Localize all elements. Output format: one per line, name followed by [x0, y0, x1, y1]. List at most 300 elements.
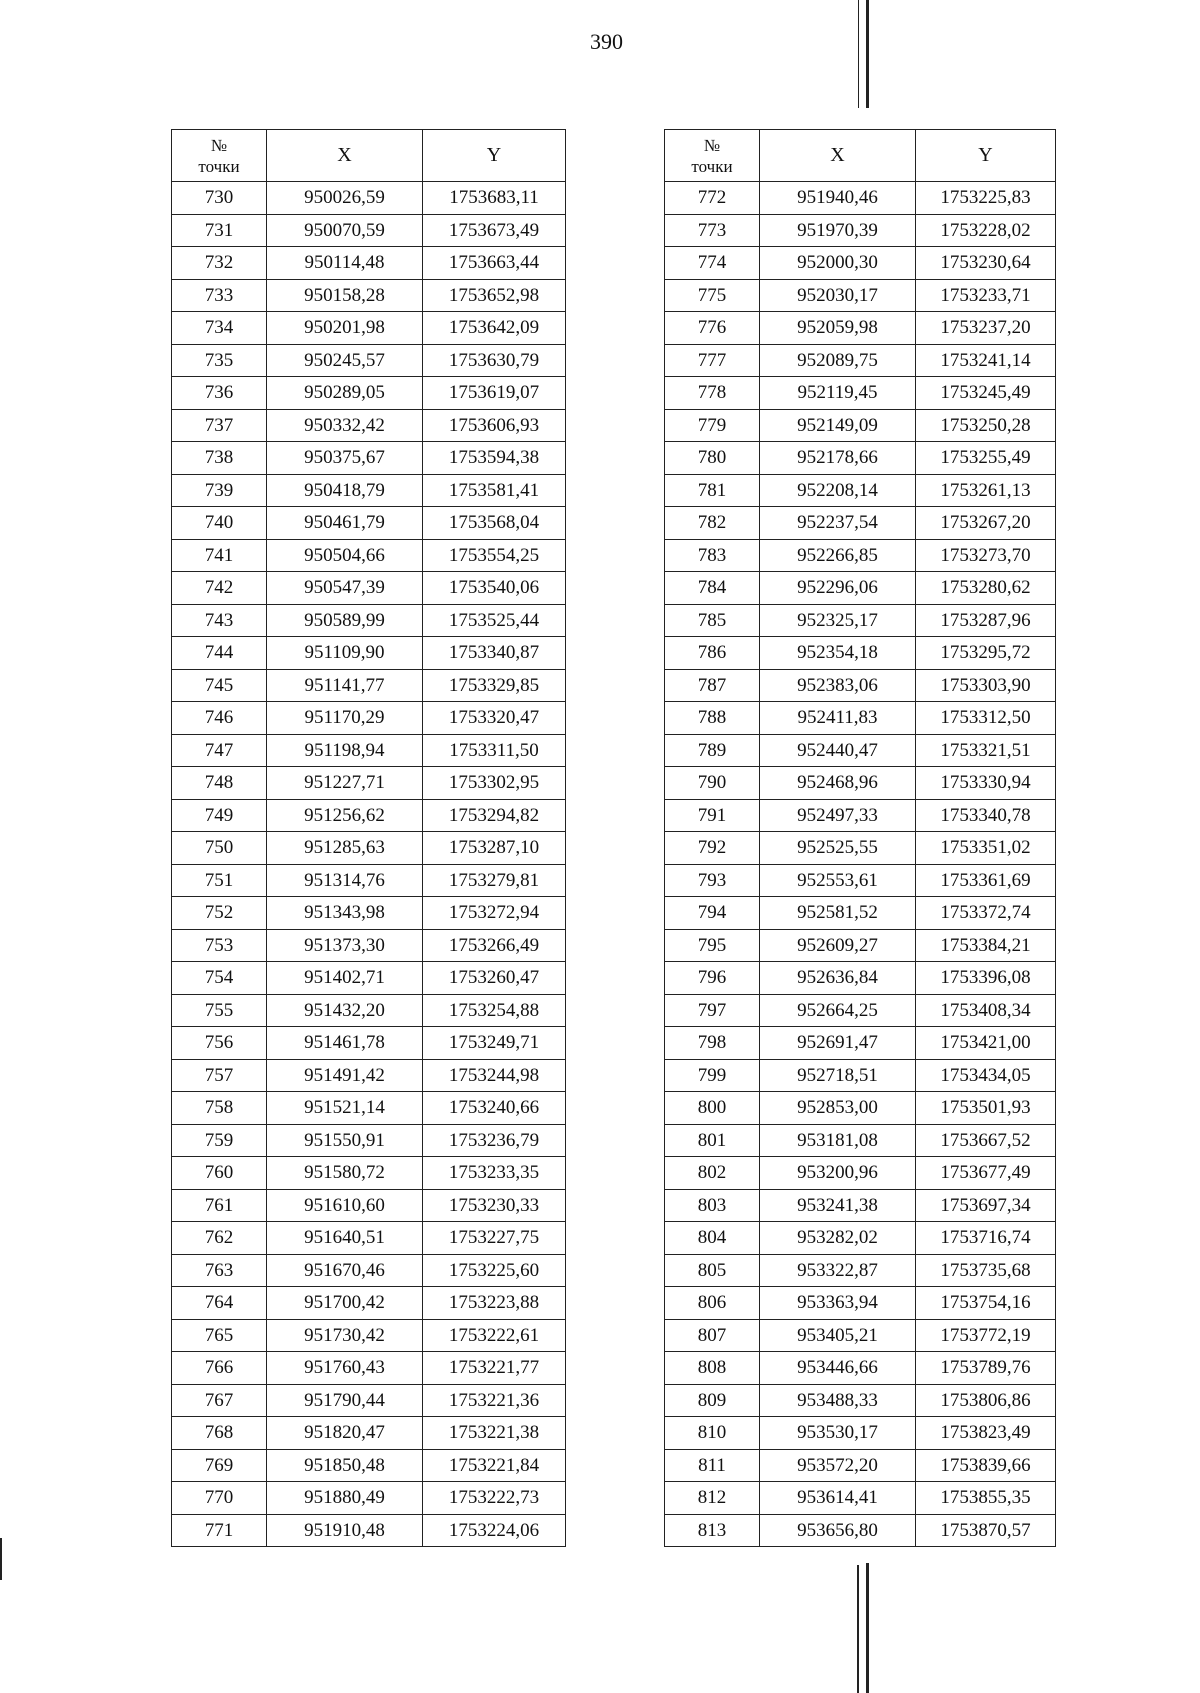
point-number-cell: 798	[665, 1027, 760, 1060]
table-row	[665, 1059, 1056, 1092]
y-cell: 1753260,47	[423, 962, 566, 995]
table-row	[172, 539, 566, 572]
x-cell: 952325,17	[760, 604, 916, 637]
table-row	[665, 539, 1056, 572]
point-number-cell: 803	[665, 1189, 760, 1222]
point-number-cell: 737	[172, 409, 267, 442]
table-row	[172, 1222, 566, 1255]
table-row	[665, 182, 1056, 215]
table-row	[665, 279, 1056, 312]
x-cell: 951461,78	[267, 1027, 423, 1060]
point-number-cell: 773	[665, 214, 760, 247]
number-sign: №	[703, 135, 721, 155]
table-header-row	[172, 130, 566, 182]
x-cell: 951820,47	[267, 1417, 423, 1450]
table-row	[172, 377, 566, 410]
point-number-cell: 731	[172, 214, 267, 247]
table-row	[665, 929, 1056, 962]
table-row	[665, 442, 1056, 475]
point-number-cell: 795	[665, 929, 760, 962]
x-cell: 953405,21	[760, 1319, 916, 1352]
y-cell: 1753663,44	[423, 247, 566, 280]
table-row	[172, 409, 566, 442]
table-row	[172, 247, 566, 280]
x-cell: 953572,20	[760, 1449, 916, 1482]
table-row	[172, 734, 566, 767]
table-row	[172, 1384, 566, 1417]
table-row	[172, 507, 566, 540]
x-cell: 951314,76	[267, 864, 423, 897]
x-cell: 950418,79	[267, 474, 423, 507]
y-cell: 1753642,09	[423, 312, 566, 345]
x-cell: 953614,41	[760, 1482, 916, 1515]
table-row	[665, 474, 1056, 507]
table-row	[665, 1352, 1056, 1385]
x-cell: 952149,09	[760, 409, 916, 442]
y-cell: 1753421,00	[916, 1027, 1056, 1060]
y-cell: 1753361,69	[916, 864, 1056, 897]
y-cell: 1753697,34	[916, 1189, 1056, 1222]
y-cell: 1753267,20	[916, 507, 1056, 540]
table-row	[665, 962, 1056, 995]
x-cell: 952089,75	[760, 344, 916, 377]
binding-mark-bottom	[866, 1563, 869, 1693]
table-row	[172, 442, 566, 475]
point-number-cell: 771	[172, 1514, 267, 1547]
point-number-cell: 777	[665, 344, 760, 377]
y-cell: 1753501,93	[916, 1092, 1056, 1125]
y-cell: 1753839,66	[916, 1449, 1056, 1482]
table-row	[665, 247, 1056, 280]
y-cell: 1753311,50	[423, 734, 566, 767]
binding-mark-top-thin	[858, 0, 859, 108]
x-cell: 952691,47	[760, 1027, 916, 1060]
point-number-cell: 787	[665, 669, 760, 702]
x-cell: 951640,51	[267, 1222, 423, 1255]
x-cell: 950547,39	[267, 572, 423, 605]
point-number-cell: 808	[665, 1352, 760, 1385]
x-cell: 950026,59	[267, 182, 423, 215]
point-number-cell: 806	[665, 1287, 760, 1320]
point-number-cell: 810	[665, 1417, 760, 1450]
point-number-cell: 776	[665, 312, 760, 345]
x-cell: 953530,17	[760, 1417, 916, 1450]
table-row	[172, 1027, 566, 1060]
point-number-cell: 775	[665, 279, 760, 312]
x-cell: 952853,00	[760, 1092, 916, 1125]
table-row	[665, 1222, 1056, 1255]
x-cell: 953241,38	[760, 1189, 916, 1222]
y-cell: 1753303,90	[916, 669, 1056, 702]
x-cell: 951880,49	[267, 1482, 423, 1515]
x-cell: 951550,91	[267, 1124, 423, 1157]
table-row	[172, 1157, 566, 1190]
x-cell: 952237,54	[760, 507, 916, 540]
y-cell: 1753228,02	[916, 214, 1056, 247]
point-number-cell: 793	[665, 864, 760, 897]
table-row	[172, 1254, 566, 1287]
point-number-cell: 758	[172, 1092, 267, 1125]
table-row	[172, 474, 566, 507]
x-cell: 951580,72	[267, 1157, 423, 1190]
table-row	[665, 1319, 1056, 1352]
y-cell: 1753241,14	[916, 344, 1056, 377]
table-body-right	[665, 182, 1056, 1547]
table-row	[172, 572, 566, 605]
x-cell: 951227,71	[267, 767, 423, 800]
table-row	[665, 734, 1056, 767]
x-cell: 952468,96	[760, 767, 916, 800]
table-row	[665, 344, 1056, 377]
y-cell: 1753716,74	[916, 1222, 1056, 1255]
number-sign: №	[210, 135, 228, 155]
point-number-cell: 739	[172, 474, 267, 507]
point-number-cell: 782	[665, 507, 760, 540]
point-number-cell: 742	[172, 572, 267, 605]
y-cell: 1753434,05	[916, 1059, 1056, 1092]
page-number: 390	[590, 29, 623, 54]
y-cell: 1753222,61	[423, 1319, 566, 1352]
point-number-cell: 740	[172, 507, 267, 540]
point-number-cell: 779	[665, 409, 760, 442]
point-number-cell: 767	[172, 1384, 267, 1417]
point-number-cell: 757	[172, 1059, 267, 1092]
point-number-cell: 783	[665, 539, 760, 572]
table-row	[172, 929, 566, 962]
table-row	[665, 572, 1056, 605]
x-cell: 951109,90	[267, 637, 423, 670]
y-header: Y	[423, 130, 566, 182]
table-row	[172, 799, 566, 832]
point-number-cell: 734	[172, 312, 267, 345]
x-cell: 952030,17	[760, 279, 916, 312]
x-header: X	[760, 130, 916, 182]
table-row	[172, 182, 566, 215]
y-cell: 1753280,62	[916, 572, 1056, 605]
y-cell: 1753250,28	[916, 409, 1056, 442]
point-number-cell: 799	[665, 1059, 760, 1092]
point-number-cell: 801	[665, 1124, 760, 1157]
x-cell: 952525,55	[760, 832, 916, 865]
table-row	[665, 864, 1056, 897]
table-row	[172, 637, 566, 670]
point-number-cell: 813	[665, 1514, 760, 1547]
x-cell: 951491,42	[267, 1059, 423, 1092]
x-cell: 951343,98	[267, 897, 423, 930]
x-cell: 950114,48	[267, 247, 423, 280]
table-row	[172, 994, 566, 1027]
y-cell: 1753240,66	[423, 1092, 566, 1125]
x-cell: 952119,45	[760, 377, 916, 410]
y-cell: 1753287,10	[423, 832, 566, 865]
table-row	[665, 767, 1056, 800]
y-cell: 1753525,44	[423, 604, 566, 637]
table-row	[172, 1417, 566, 1450]
x-header: X	[267, 130, 423, 182]
point-number-cell: 733	[172, 279, 267, 312]
y-cell: 1753789,76	[916, 1352, 1056, 1385]
point-number-cell: 792	[665, 832, 760, 865]
point-number-cell: 768	[172, 1417, 267, 1450]
y-cell: 1753223,88	[423, 1287, 566, 1320]
x-cell: 952581,52	[760, 897, 916, 930]
x-cell: 953446,66	[760, 1352, 916, 1385]
point-number-cell: 811	[665, 1449, 760, 1482]
coordinates-table-right	[664, 129, 1056, 1547]
point-number-cell: 774	[665, 247, 760, 280]
table-header-row	[665, 130, 1056, 182]
x-cell: 951198,94	[267, 734, 423, 767]
x-cell: 952208,14	[760, 474, 916, 507]
point-number-cell: 755	[172, 994, 267, 1027]
y-cell: 1753221,38	[423, 1417, 566, 1450]
point-number-cell: 745	[172, 669, 267, 702]
table-row	[172, 702, 566, 735]
x-cell: 951521,14	[267, 1092, 423, 1125]
x-cell: 951402,71	[267, 962, 423, 995]
point-number-cell: 812	[665, 1482, 760, 1515]
x-cell: 950158,28	[267, 279, 423, 312]
y-cell: 1753396,08	[916, 962, 1056, 995]
table-row	[172, 312, 566, 345]
table-row	[665, 1514, 1056, 1547]
x-cell: 950245,57	[267, 344, 423, 377]
table-row	[172, 1287, 566, 1320]
binding-mark-top	[866, 0, 869, 108]
table-body-left	[172, 182, 566, 1547]
y-cell: 1753261,13	[916, 474, 1056, 507]
y-cell: 1753683,11	[423, 182, 566, 215]
x-cell: 950289,05	[267, 377, 423, 410]
point-number-cell: 751	[172, 864, 267, 897]
point-number-cell: 781	[665, 474, 760, 507]
table-row	[665, 1189, 1056, 1222]
point-number-cell: 766	[172, 1352, 267, 1385]
table-row	[665, 1384, 1056, 1417]
table-row	[665, 994, 1056, 1027]
point-number-cell: 738	[172, 442, 267, 475]
y-cell: 1753772,19	[916, 1319, 1056, 1352]
y-cell: 1753330,94	[916, 767, 1056, 800]
y-cell: 1753619,07	[423, 377, 566, 410]
y-cell: 1753279,81	[423, 864, 566, 897]
table-row	[172, 214, 566, 247]
point-number-cell: 761	[172, 1189, 267, 1222]
y-cell: 1753673,49	[423, 214, 566, 247]
table-row	[665, 1287, 1056, 1320]
x-cell: 951910,48	[267, 1514, 423, 1547]
y-cell: 1753221,36	[423, 1384, 566, 1417]
y-cell: 1753225,83	[916, 182, 1056, 215]
y-cell: 1753754,16	[916, 1287, 1056, 1320]
y-cell: 1753581,41	[423, 474, 566, 507]
y-cell: 1753320,47	[423, 702, 566, 735]
y-cell: 1753855,35	[916, 1482, 1056, 1515]
x-cell: 952411,83	[760, 702, 916, 735]
x-cell: 951760,43	[267, 1352, 423, 1385]
table-row	[665, 604, 1056, 637]
y-cell: 1753244,98	[423, 1059, 566, 1092]
y-cell: 1753225,60	[423, 1254, 566, 1287]
table-row	[665, 1124, 1056, 1157]
x-cell: 952718,51	[760, 1059, 916, 1092]
table-row	[172, 1352, 566, 1385]
x-cell: 952440,47	[760, 734, 916, 767]
table-row	[172, 344, 566, 377]
point-number-cell: 744	[172, 637, 267, 670]
y-cell: 1753287,96	[916, 604, 1056, 637]
point-word: точки	[691, 156, 733, 176]
point-number-cell: 778	[665, 377, 760, 410]
table-row	[665, 1482, 1056, 1515]
y-cell: 1753294,82	[423, 799, 566, 832]
edge-mark-left	[0, 1538, 2, 1580]
y-cell: 1753254,88	[423, 994, 566, 1027]
point-number-cell: 790	[665, 767, 760, 800]
table-row	[665, 409, 1056, 442]
table-row	[665, 1254, 1056, 1287]
y-cell: 1753245,49	[916, 377, 1056, 410]
y-cell: 1753233,35	[423, 1157, 566, 1190]
table-row	[665, 214, 1056, 247]
point-number-cell: 791	[665, 799, 760, 832]
x-cell: 952266,85	[760, 539, 916, 572]
y-cell: 1753630,79	[423, 344, 566, 377]
y-cell: 1753823,49	[916, 1417, 1056, 1450]
point-number-cell: 746	[172, 702, 267, 735]
table-row	[172, 1514, 566, 1547]
y-cell: 1753237,20	[916, 312, 1056, 345]
table-row	[172, 1124, 566, 1157]
x-cell: 951256,62	[267, 799, 423, 832]
coordinates-table-left	[171, 129, 566, 1547]
y-cell: 1753384,21	[916, 929, 1056, 962]
y-cell: 1753233,71	[916, 279, 1056, 312]
y-cell: 1753606,93	[423, 409, 566, 442]
table-row	[172, 1449, 566, 1482]
y-cell: 1753221,84	[423, 1449, 566, 1482]
point-number-cell: 752	[172, 897, 267, 930]
table-row	[665, 1092, 1056, 1125]
table-row	[172, 1189, 566, 1222]
y-header: Y	[916, 130, 1056, 182]
point-number-cell: 732	[172, 247, 267, 280]
y-cell: 1753266,49	[423, 929, 566, 962]
point-number-cell: 807	[665, 1319, 760, 1352]
y-cell: 1753677,49	[916, 1157, 1056, 1190]
point-number-cell: 788	[665, 702, 760, 735]
x-cell: 953363,94	[760, 1287, 916, 1320]
y-cell: 1753249,71	[423, 1027, 566, 1060]
x-cell: 950332,42	[267, 409, 423, 442]
table-row	[665, 312, 1056, 345]
y-cell: 1753255,49	[916, 442, 1056, 475]
point-number-cell: 805	[665, 1254, 760, 1287]
x-cell: 952178,66	[760, 442, 916, 475]
x-cell: 952664,25	[760, 994, 916, 1027]
x-cell: 950589,99	[267, 604, 423, 637]
table-row	[172, 1319, 566, 1352]
y-cell: 1753568,04	[423, 507, 566, 540]
y-cell: 1753302,95	[423, 767, 566, 800]
y-cell: 1753329,85	[423, 669, 566, 702]
point-number-cell: 756	[172, 1027, 267, 1060]
x-cell: 951790,44	[267, 1384, 423, 1417]
x-cell: 952609,27	[760, 929, 916, 962]
table-row	[665, 1449, 1056, 1482]
x-cell: 952636,84	[760, 962, 916, 995]
point-number-cell: 759	[172, 1124, 267, 1157]
x-cell: 950201,98	[267, 312, 423, 345]
point-number-cell: 754	[172, 962, 267, 995]
point-number-cell: 780	[665, 442, 760, 475]
point-number-cell: 794	[665, 897, 760, 930]
table-row	[665, 799, 1056, 832]
table-row	[172, 669, 566, 702]
point-number-cell: 765	[172, 1319, 267, 1352]
y-cell: 1753230,64	[916, 247, 1056, 280]
y-cell: 1753227,75	[423, 1222, 566, 1255]
point-number-cell: 735	[172, 344, 267, 377]
x-cell: 951285,63	[267, 832, 423, 865]
table-row	[665, 637, 1056, 670]
table-row	[172, 1482, 566, 1515]
point-number-cell: 784	[665, 572, 760, 605]
y-cell: 1753340,87	[423, 637, 566, 670]
x-cell: 952497,33	[760, 799, 916, 832]
table-row	[172, 832, 566, 865]
point-number-cell: 785	[665, 604, 760, 637]
y-cell: 1753372,74	[916, 897, 1056, 930]
x-cell: 952553,61	[760, 864, 916, 897]
point-number-cell: 741	[172, 539, 267, 572]
table-row	[172, 962, 566, 995]
table-row	[665, 1157, 1056, 1190]
table-row	[665, 377, 1056, 410]
point-number-cell: 789	[665, 734, 760, 767]
point-number-header	[172, 130, 267, 182]
x-cell: 952354,18	[760, 637, 916, 670]
point-number-cell: 750	[172, 832, 267, 865]
table-row	[665, 1417, 1056, 1450]
point-number-cell: 748	[172, 767, 267, 800]
binding-mark-bottom-thin	[857, 1565, 859, 1693]
table-row	[172, 604, 566, 637]
point-number-cell: 770	[172, 1482, 267, 1515]
x-cell: 951730,42	[267, 1319, 423, 1352]
point-number-cell: 753	[172, 929, 267, 962]
point-number-cell: 800	[665, 1092, 760, 1125]
y-cell: 1753222,73	[423, 1482, 566, 1515]
point-word: точки	[198, 156, 240, 176]
y-cell: 1753408,34	[916, 994, 1056, 1027]
table-row	[665, 1027, 1056, 1060]
point-number-cell: 786	[665, 637, 760, 670]
point-number-cell: 760	[172, 1157, 267, 1190]
x-cell: 951610,60	[267, 1189, 423, 1222]
point-number-cell: 769	[172, 1449, 267, 1482]
x-cell: 951850,48	[267, 1449, 423, 1482]
x-cell: 953282,02	[760, 1222, 916, 1255]
point-number-cell: 743	[172, 604, 267, 637]
table-row	[665, 702, 1056, 735]
x-cell: 950070,59	[267, 214, 423, 247]
x-cell: 951170,29	[267, 702, 423, 735]
table-row	[172, 1092, 566, 1125]
y-cell: 1753667,52	[916, 1124, 1056, 1157]
x-cell: 951940,46	[760, 182, 916, 215]
x-cell: 951700,42	[267, 1287, 423, 1320]
